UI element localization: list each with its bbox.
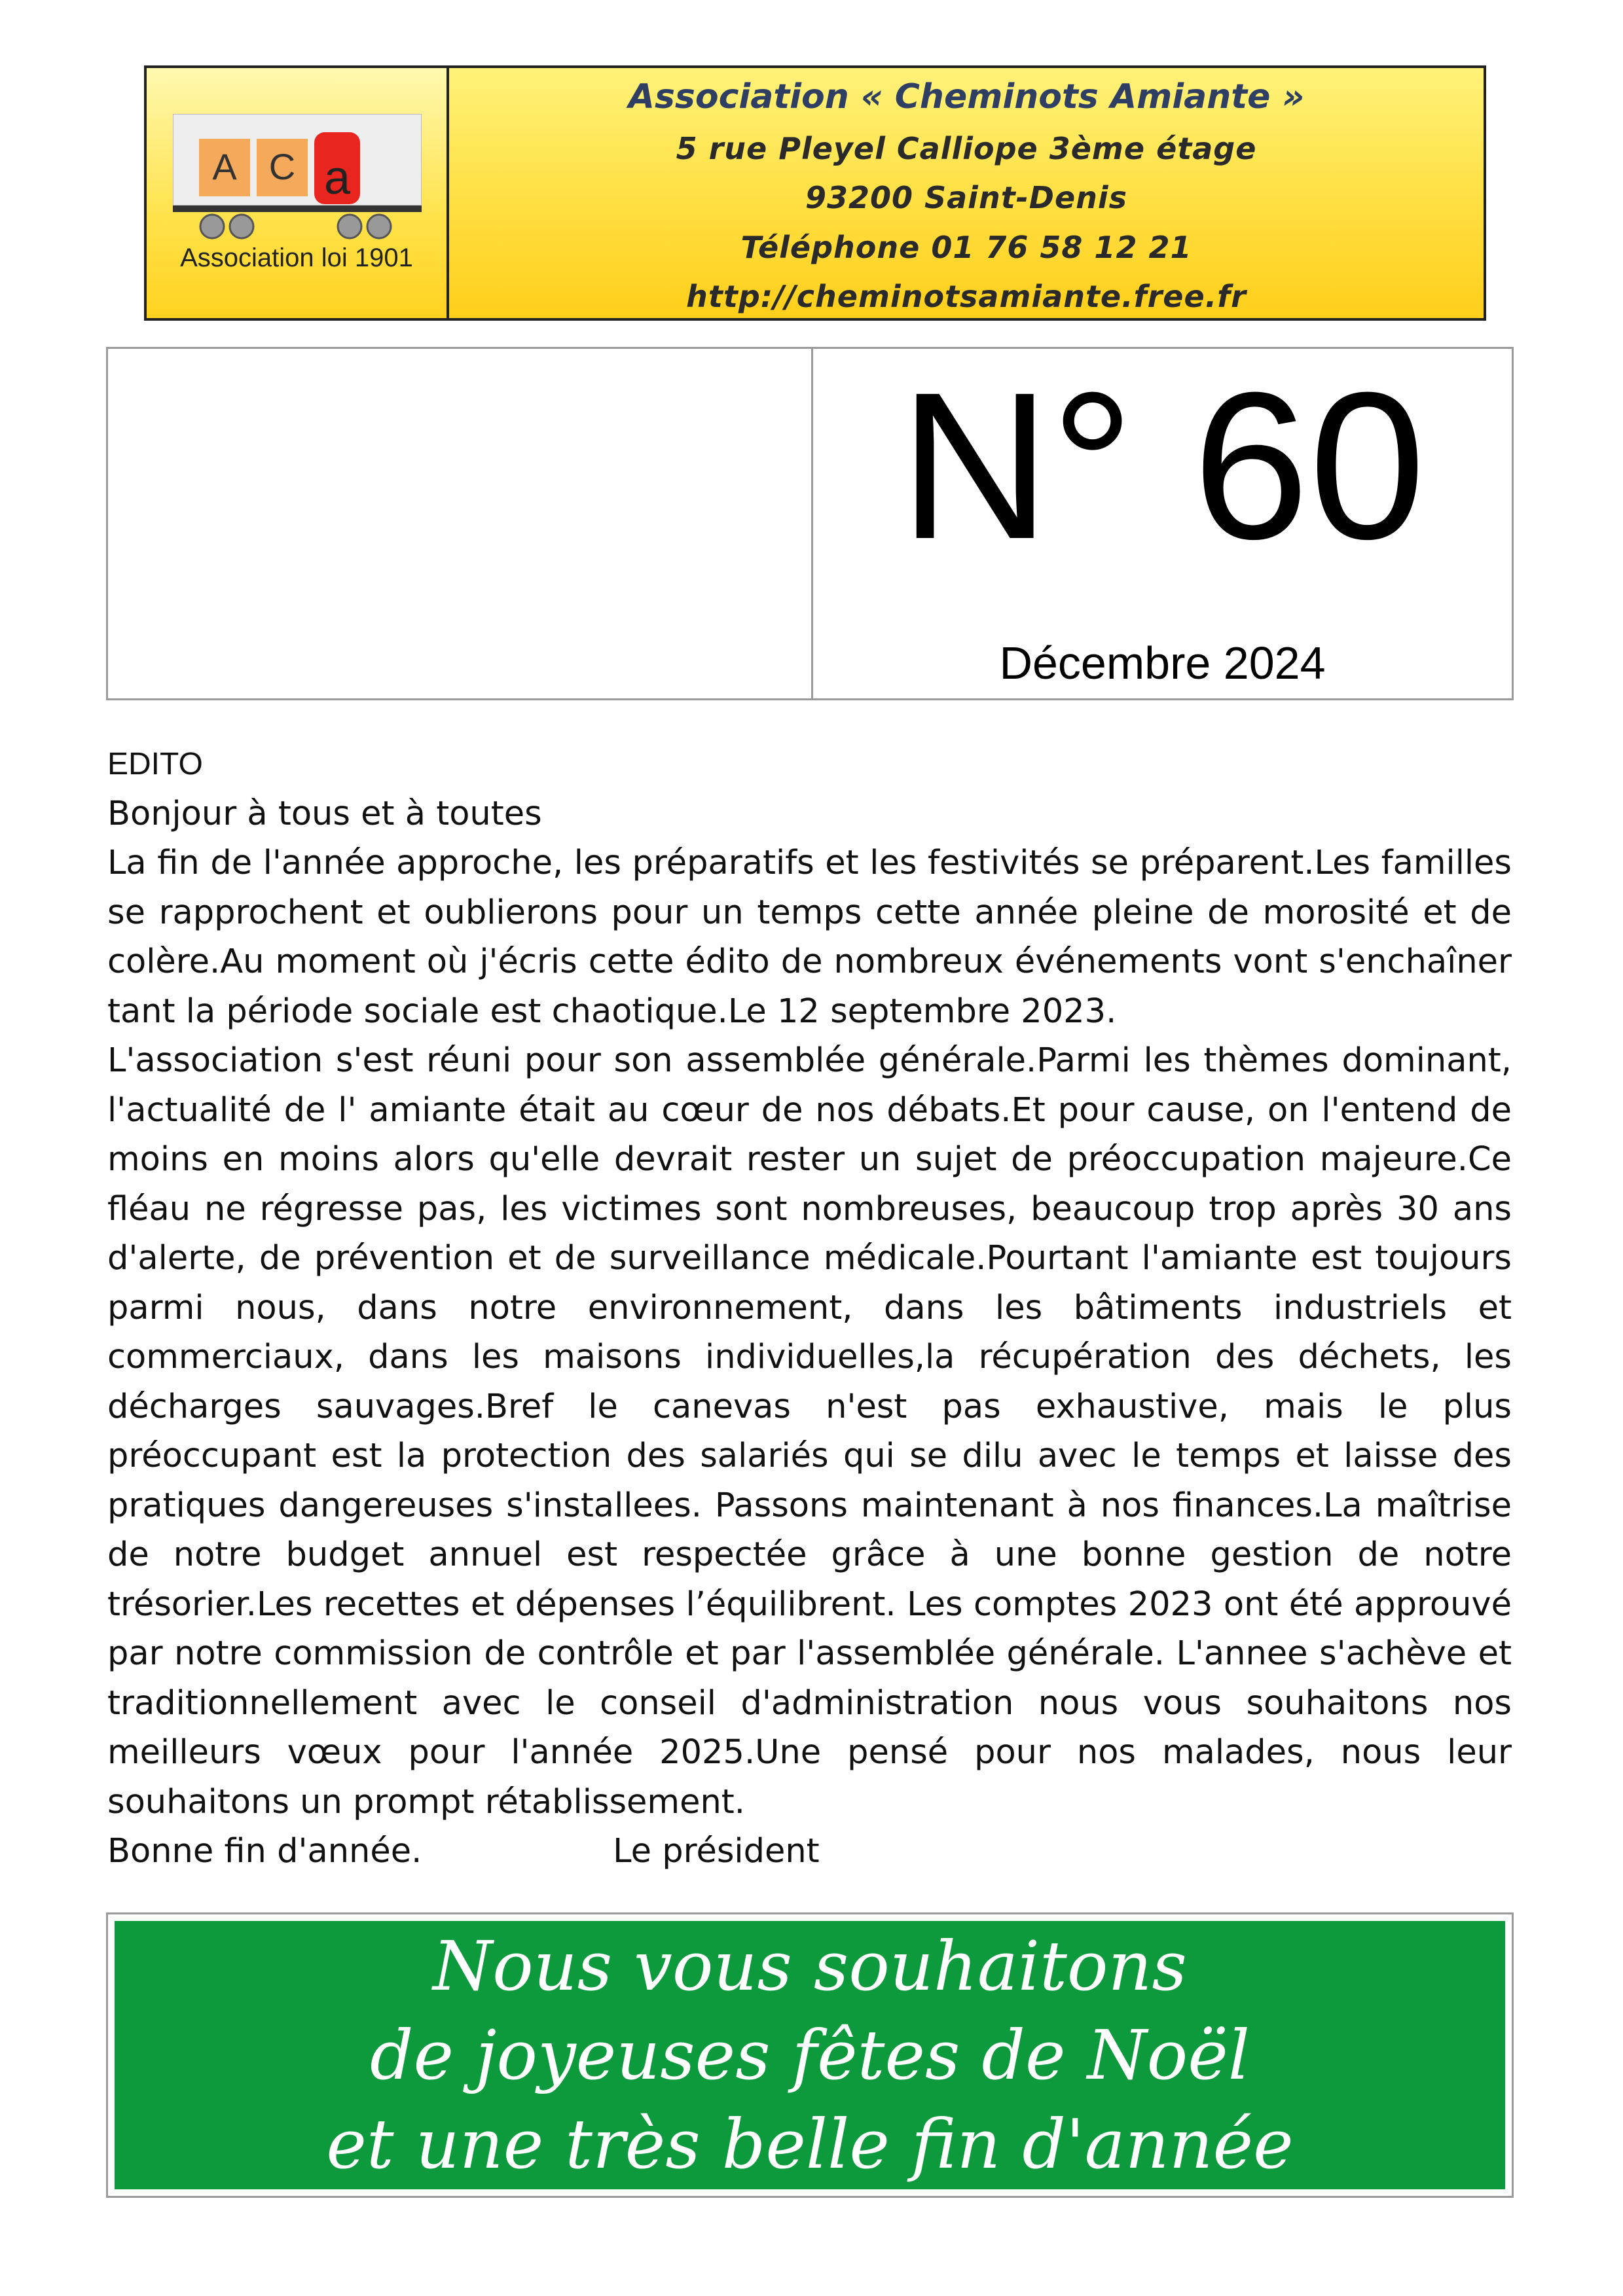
website-link[interactable]: http://cheminotsamiante.free.fr [686, 279, 1247, 314]
edito-greeting: Bonjour à tous et à toutes [107, 794, 542, 833]
address-city: 93200 Saint-Denis [805, 180, 1128, 215]
issue-box [106, 347, 1514, 700]
edito-paragraph: L'association s'est réuni pour son assemblée générale.Parmi les thèmes dominant, l'actualité de l' amiante était au cœur de nos débats.Et pour cause, on l'entend de moins en moins alors qu'elle devrait rester un sujet de préoccupation majeure.Ce fléau ne régresse pas, les victimes sont nombreuses, beaucoup trop après 30 ans d'alerte, de prévention et de surveillance médicale.Pourtant l'amiante est toujours parmi nous, dans notre environnement, dans les bâtiments industriels et commerciaux, dans les maisons individuelles,la récupération des déchets, les décharges sauvages.Bref le canevas n'est pas exhaustive, mais le plus préoccupant est la protection des salariés qui se dilu avec le temps et laisse des pratiques dangereuses s'installees. Passons maintenant à nos finances.La maîtrise de notre budget annuel est respectée grâce à une bonne gestion de notre trésorier.Les recettes et dépenses l’équilibrent. Les comptes 2023 ont été approuvé par notre commission de contrôle et par l'assemblée générale. L'annee s'achève et traditionnellement avec le conseil d'administration nous vous souhaitons nos meilleurs vœux pour l'année 2025.Une pensé pour nos malades, nous leur souhaitons un prompt rétablissement. [107, 1041, 1512, 1821]
issue-blank-panel [108, 349, 813, 698]
edito-paragraph: La fin de l'année approche, les préparatifs et les festivités se préparent.Les familles se rapprochent et oublierons pour un temps cette année pleine de morosité et de colère.Au moment où j'écris cette édito de nombreux événements vont s'enchaîner tant la période sociale est chaotique.Le 12 septembre 2023. [107, 844, 1512, 1031]
logo-caption: Association loi 1901 [180, 243, 413, 272]
organization-name: Association « Cheminots Amiante » [628, 77, 1305, 117]
logo-letter-a: A [212, 146, 237, 187]
association-header [144, 65, 1486, 321]
phone-number: Téléphone 01 76 58 12 21 [740, 229, 1192, 265]
association-logo [147, 68, 449, 318]
edito-title: EDITO [107, 747, 203, 781]
edito-closing: Bonne fin d'année. [107, 1832, 422, 1871]
holiday-wishes-banner [115, 1921, 1505, 2189]
issue-date: Décembre 2024 [999, 637, 1326, 689]
wish-line: Nous vous souhaitons [433, 1926, 1187, 2006]
holiday-wishes-box [106, 1912, 1514, 2198]
edito-section [107, 740, 1512, 1876]
issue-number: N° 60 [899, 348, 1426, 583]
logo-letter-c: C [268, 146, 296, 187]
address-street: 5 rue Pleyel Calliope 3ème étage [676, 130, 1257, 166]
edito-signature: Le président [613, 1832, 820, 1871]
issue-info-panel [813, 349, 1512, 698]
wish-line: et une très belle fin d'année [326, 2104, 1294, 2184]
wish-line: de joyeuses fêtes de Noël [369, 2015, 1250, 2095]
address-block [449, 68, 1484, 318]
edito-signoff [107, 1827, 1512, 1876]
wagon-logo-icon [173, 114, 422, 251]
logo-letter-small-a: a [323, 152, 351, 204]
